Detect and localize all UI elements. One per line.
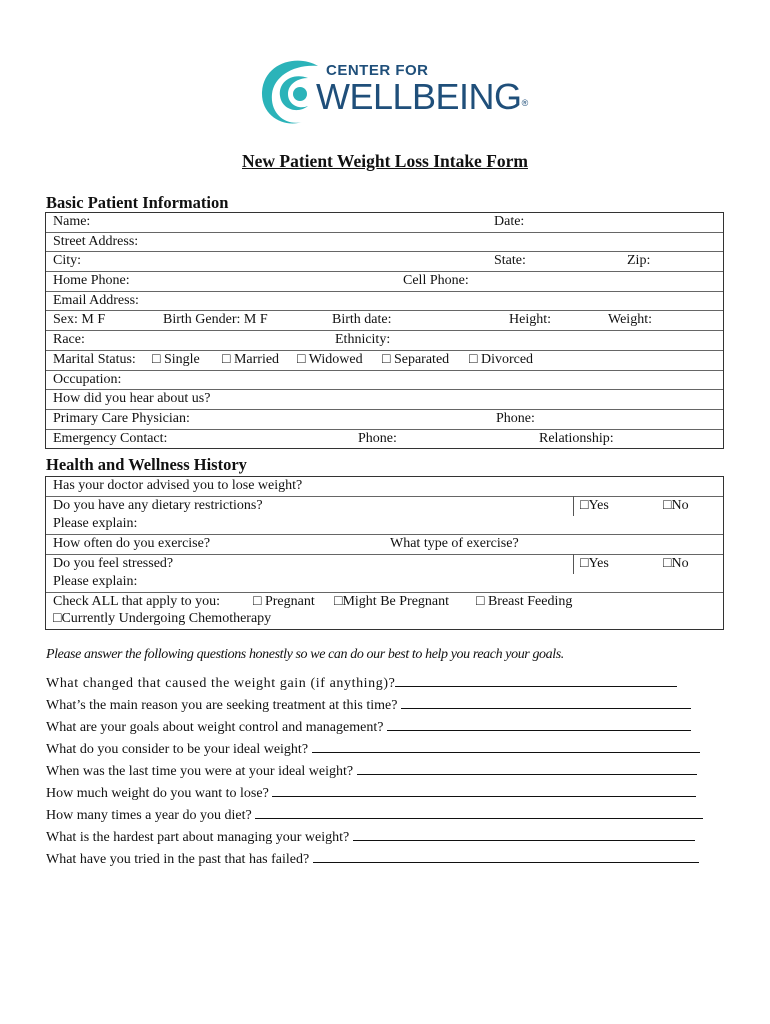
email-label: Email Address: [53, 292, 139, 308]
exercise-type-label: What type of exercise? [390, 536, 519, 552]
row-sex[interactable] [46, 311, 723, 331]
checkbox-icon: □ [476, 594, 485, 610]
question-1[interactable] [46, 674, 677, 692]
date-label: Date: [494, 214, 525, 229]
state-label: State: [494, 253, 526, 269]
checkbox-icon: □ [580, 555, 589, 571]
center-for-wellbeing-logo [258, 56, 528, 130]
option-label: Married [233, 351, 280, 367]
health-history-table [45, 476, 724, 630]
option-label: Widowed [308, 351, 363, 367]
option-label: Single [163, 351, 200, 367]
form-title-text: New Patient Weight Loss Intake Form [242, 151, 528, 171]
question-text: How many times a year do you diet? [46, 808, 252, 823]
zip-label: Zip: [627, 253, 651, 269]
row-city[interactable] [46, 252, 723, 272]
row-explain2[interactable] [46, 573, 723, 593]
row-phone[interactable] [46, 272, 723, 292]
question-text: What are your goals about weight control and management? [46, 720, 384, 735]
checkbox-icon: □ [334, 594, 343, 610]
marital-widowed-option[interactable] [297, 351, 363, 369]
health-history-heading: Health and Wellness History [46, 455, 247, 474]
checkbox-icon: □ [663, 497, 672, 513]
row-explain1[interactable] [46, 515, 723, 535]
form-title [0, 151, 770, 172]
dietary-yes-option[interactable] [580, 497, 609, 515]
row-emergency[interactable] [46, 430, 723, 449]
logo-line2 [316, 76, 528, 118]
option-label: Currently Undergoing Chemotherapy [61, 611, 272, 627]
basic-info-table [45, 212, 724, 449]
question-4[interactable] [46, 740, 700, 758]
occupation-label: Occupation: [53, 371, 122, 387]
sex-label: Sex: M F [53, 312, 106, 328]
answer-line[interactable] [353, 828, 695, 841]
row-occupation[interactable] [46, 371, 723, 391]
basic-info-heading: Basic Patient Information [46, 193, 229, 212]
exercise-frequency-label: How often do you exercise? [53, 536, 211, 552]
street-label: Street Address: [53, 233, 139, 249]
question-7[interactable] [46, 806, 703, 824]
question-text: What’s the main reason you are seeking treatment at this time? [46, 698, 398, 713]
option-label: Breast Feeding [487, 594, 573, 610]
birth-date-label: Birth date: [332, 312, 392, 328]
checkbox-icon: □ [297, 351, 306, 367]
question-text: How much weight do you want to lose? [46, 786, 269, 801]
row-hear-about[interactable] [46, 390, 723, 410]
weight-label: Weight: [608, 312, 652, 328]
answer-line[interactable] [357, 762, 697, 775]
stressed-label: Do you feel stressed? [53, 555, 174, 571]
question-9[interactable] [46, 850, 699, 868]
checkbox-icon: □ [53, 611, 62, 627]
yes-label: Yes [588, 497, 609, 513]
checkbox-icon: □ [152, 351, 161, 367]
marital-divorced-option[interactable] [469, 351, 533, 369]
option-label: Pregnant [264, 594, 315, 610]
row-exercise[interactable] [46, 535, 723, 555]
checkbox-icon: □ [580, 497, 589, 513]
checkbox-icon: □ [222, 351, 231, 367]
dietary-label: Do you have any dietary restrictions? [53, 497, 263, 513]
marital-separated-option[interactable] [382, 351, 449, 369]
race-label: Race: [53, 332, 85, 348]
answer-line[interactable] [401, 696, 691, 709]
marital-married-option[interactable] [222, 351, 279, 369]
registered-mark: ® [521, 98, 528, 108]
checkbox-icon: □ [253, 594, 262, 610]
row-stressed [46, 555, 723, 574]
questions-intro: Please answer the following questions honestly so we can do our best to help you reach your goals. [46, 647, 564, 662]
row-street[interactable] [46, 233, 723, 253]
question-text: What have you tried in the past that has failed? [46, 852, 310, 867]
answer-line[interactable] [312, 740, 700, 753]
home-phone-label: Home Phone: [53, 273, 130, 289]
answer-line[interactable] [255, 806, 703, 819]
divider [573, 554, 574, 574]
logo-line1: CENTER FOR [326, 62, 429, 79]
checkbox-icon: □ [663, 555, 672, 571]
cell-phone-label: Cell Phone: [403, 273, 469, 289]
dietary-no-option[interactable] [663, 497, 689, 515]
answer-line[interactable] [395, 674, 677, 687]
marital-single-option[interactable] [152, 351, 200, 369]
option-label: Divorced [480, 351, 534, 367]
no-label: No [671, 555, 689, 571]
question-6[interactable] [46, 784, 696, 802]
option-label: Separated [393, 351, 450, 367]
answer-line[interactable] [313, 850, 699, 863]
emergency-phone-label: Phone: [358, 430, 397, 446]
question-5[interactable] [46, 762, 697, 780]
no-label: No [671, 497, 689, 513]
divider [573, 496, 574, 516]
pcp-phone-label: Phone: [496, 410, 535, 426]
answer-line[interactable] [272, 784, 696, 797]
advised-label: Has your doctor advised you to lose weight? [53, 478, 303, 493]
chemotherapy-option[interactable] [53, 610, 271, 628]
pcp-label: Primary Care Physician: [53, 410, 190, 426]
question-text: What changed that caused the weight gain (if anything)? [46, 676, 396, 691]
stressed-no-option[interactable] [663, 555, 689, 573]
question-text: When was the last time you were at your ideal weight? [46, 764, 354, 779]
question-8[interactable] [46, 828, 695, 846]
hear-about-label: How did you hear about us? [53, 391, 211, 407]
relationship-label: Relationship: [539, 430, 614, 446]
question-2[interactable] [46, 696, 691, 714]
explain-label: Please explain: [53, 516, 138, 532]
row-pcp[interactable] [46, 410, 723, 430]
checkbox-icon: □ [469, 351, 478, 367]
row-name[interactable] [46, 213, 723, 233]
row-advised[interactable] [46, 477, 723, 497]
ethnicity-label: Ethnicity: [335, 332, 391, 348]
height-label: Height: [509, 312, 551, 328]
row-email[interactable] [46, 292, 723, 312]
row-race[interactable] [46, 331, 723, 351]
row-dietary [46, 497, 723, 516]
breast-feeding-option[interactable] [476, 593, 572, 611]
logo-wellbeing-text: WELLBEING [316, 76, 522, 117]
pregnant-option[interactable] [253, 593, 315, 611]
question-3[interactable] [46, 718, 691, 736]
birth-gender-label: Birth Gender: M F [163, 312, 268, 328]
name-label: Name: [53, 214, 91, 229]
stressed-yes-option[interactable] [580, 555, 609, 573]
answer-line[interactable] [387, 718, 691, 731]
emergency-label: Emergency Contact: [53, 430, 168, 446]
option-label: Might Be Pregnant [342, 594, 450, 610]
yes-label: Yes [588, 555, 609, 571]
marital-label: Marital Status: [53, 351, 136, 367]
city-label: City: [53, 253, 82, 269]
row-marital [46, 351, 723, 371]
checkbox-icon: □ [382, 351, 391, 367]
question-text: What do you consider to be your ideal weight? [46, 742, 309, 757]
question-text: What is the hardest part about managing your weight? [46, 830, 350, 845]
row-check-all [46, 593, 723, 629]
explain-label: Please explain: [53, 574, 138, 590]
might-be-pregnant-option[interactable] [334, 593, 449, 611]
check-all-label: Check ALL that apply to you: [53, 594, 221, 610]
